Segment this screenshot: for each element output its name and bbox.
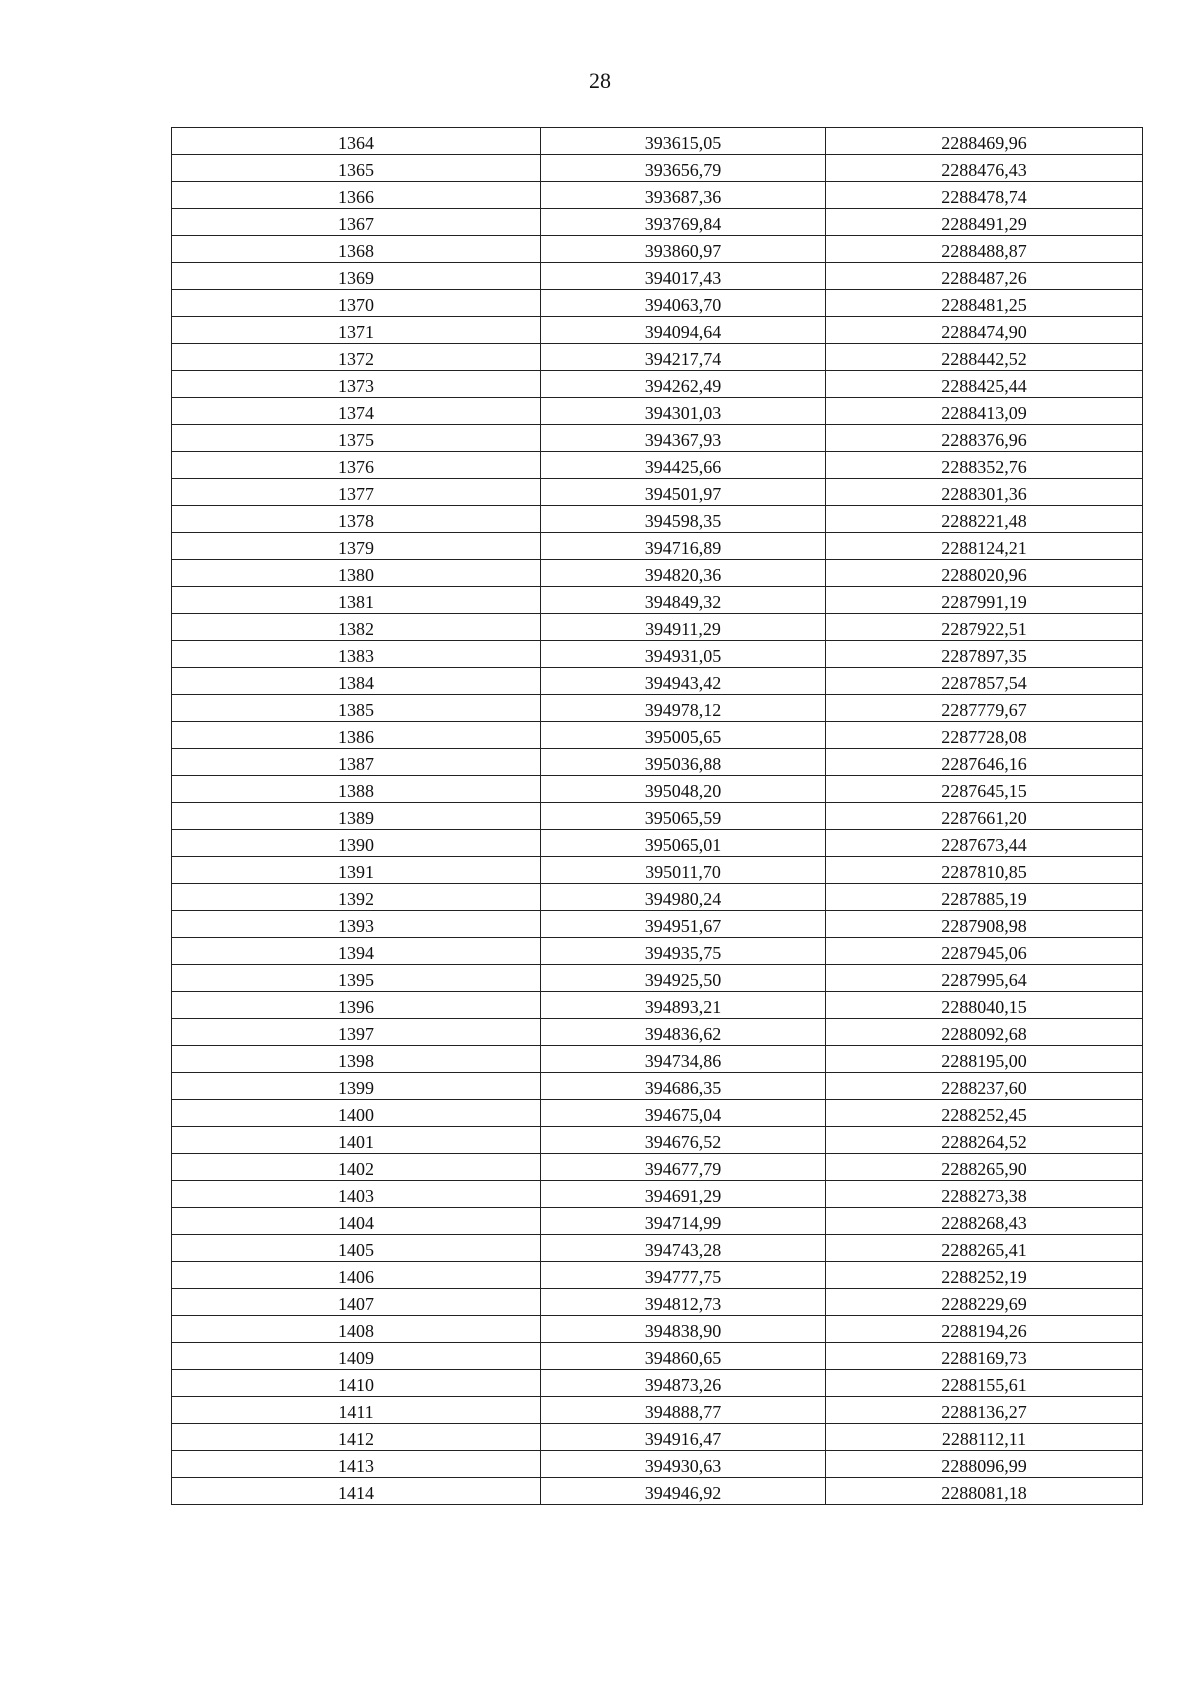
y-coordinate-cell: 2288273,38 bbox=[826, 1181, 1143, 1208]
x-coordinate-cell: 394425,66 bbox=[541, 452, 826, 479]
table-row bbox=[172, 1343, 1143, 1370]
y-coordinate-cell: 2288081,18 bbox=[826, 1478, 1143, 1505]
table-row bbox=[172, 803, 1143, 830]
table-row bbox=[172, 128, 1143, 155]
table-row bbox=[172, 1316, 1143, 1343]
table-row bbox=[172, 992, 1143, 1019]
x-coordinate-cell: 394916,47 bbox=[541, 1424, 826, 1451]
point-number-cell: 1384 bbox=[172, 668, 541, 695]
point-number-cell: 1411 bbox=[172, 1397, 541, 1424]
x-coordinate-cell: 394836,62 bbox=[541, 1019, 826, 1046]
x-coordinate-cell: 394935,75 bbox=[541, 938, 826, 965]
point-number-cell: 1370 bbox=[172, 290, 541, 317]
y-coordinate-cell: 2288265,41 bbox=[826, 1235, 1143, 1262]
y-coordinate-cell: 2287945,06 bbox=[826, 938, 1143, 965]
point-number-cell: 1368 bbox=[172, 236, 541, 263]
table-row bbox=[172, 560, 1143, 587]
y-coordinate-cell: 2288413,09 bbox=[826, 398, 1143, 425]
y-coordinate-cell: 2287661,20 bbox=[826, 803, 1143, 830]
x-coordinate-cell: 394893,21 bbox=[541, 992, 826, 1019]
x-coordinate-cell: 394978,12 bbox=[541, 695, 826, 722]
y-coordinate-cell: 2288040,15 bbox=[826, 992, 1143, 1019]
point-number-cell: 1383 bbox=[172, 641, 541, 668]
table-row bbox=[172, 776, 1143, 803]
page-number: 28 bbox=[589, 68, 611, 93]
table-row bbox=[172, 1019, 1143, 1046]
y-coordinate-cell: 2288487,26 bbox=[826, 263, 1143, 290]
table-row bbox=[172, 1154, 1143, 1181]
x-coordinate-cell: 394873,26 bbox=[541, 1370, 826, 1397]
y-coordinate-cell: 2288265,90 bbox=[826, 1154, 1143, 1181]
point-number-cell: 1382 bbox=[172, 614, 541, 641]
x-coordinate-cell: 395011,70 bbox=[541, 857, 826, 884]
x-coordinate-cell: 394860,65 bbox=[541, 1343, 826, 1370]
table-row bbox=[172, 749, 1143, 776]
point-number-cell: 1398 bbox=[172, 1046, 541, 1073]
y-coordinate-cell: 2288092,68 bbox=[826, 1019, 1143, 1046]
x-coordinate-cell: 394743,28 bbox=[541, 1235, 826, 1262]
table-row bbox=[172, 425, 1143, 452]
point-number-cell: 1409 bbox=[172, 1343, 541, 1370]
point-number-cell: 1379 bbox=[172, 533, 541, 560]
point-number-cell: 1377 bbox=[172, 479, 541, 506]
x-coordinate-cell: 395036,88 bbox=[541, 749, 826, 776]
y-coordinate-cell: 2287991,19 bbox=[826, 587, 1143, 614]
y-coordinate-cell: 2288469,96 bbox=[826, 128, 1143, 155]
x-coordinate-cell: 394777,75 bbox=[541, 1262, 826, 1289]
y-coordinate-cell: 2288488,87 bbox=[826, 236, 1143, 263]
y-coordinate-cell: 2287857,54 bbox=[826, 668, 1143, 695]
x-coordinate-cell: 394951,67 bbox=[541, 911, 826, 938]
table-row bbox=[172, 695, 1143, 722]
x-coordinate-cell: 394501,97 bbox=[541, 479, 826, 506]
x-coordinate-cell: 394063,70 bbox=[541, 290, 826, 317]
x-coordinate-cell: 393769,84 bbox=[541, 209, 826, 236]
x-coordinate-cell: 394946,92 bbox=[541, 1478, 826, 1505]
table-row bbox=[172, 1100, 1143, 1127]
point-number-cell: 1373 bbox=[172, 371, 541, 398]
y-coordinate-cell: 2288221,48 bbox=[826, 506, 1143, 533]
y-coordinate-cell: 2288478,74 bbox=[826, 182, 1143, 209]
point-number-cell: 1387 bbox=[172, 749, 541, 776]
table-row bbox=[172, 263, 1143, 290]
table-body bbox=[172, 128, 1143, 1505]
x-coordinate-cell: 394017,43 bbox=[541, 263, 826, 290]
y-coordinate-cell: 2287897,35 bbox=[826, 641, 1143, 668]
y-coordinate-cell: 2288252,45 bbox=[826, 1100, 1143, 1127]
y-coordinate-cell: 2288476,43 bbox=[826, 155, 1143, 182]
y-coordinate-cell: 2288112,11 bbox=[826, 1424, 1143, 1451]
x-coordinate-cell: 394714,99 bbox=[541, 1208, 826, 1235]
point-number-cell: 1372 bbox=[172, 344, 541, 371]
y-coordinate-cell: 2288481,25 bbox=[826, 290, 1143, 317]
table-row bbox=[172, 452, 1143, 479]
point-number-cell: 1410 bbox=[172, 1370, 541, 1397]
table-row bbox=[172, 209, 1143, 236]
table-row bbox=[172, 1127, 1143, 1154]
point-number-cell: 1389 bbox=[172, 803, 541, 830]
y-coordinate-cell: 2288491,29 bbox=[826, 209, 1143, 236]
x-coordinate-cell: 394675,04 bbox=[541, 1100, 826, 1127]
table-row bbox=[172, 479, 1143, 506]
point-number-cell: 1371 bbox=[172, 317, 541, 344]
y-coordinate-cell: 2288124,21 bbox=[826, 533, 1143, 560]
y-coordinate-cell: 2288229,69 bbox=[826, 1289, 1143, 1316]
point-number-cell: 1402 bbox=[172, 1154, 541, 1181]
x-coordinate-cell: 394217,74 bbox=[541, 344, 826, 371]
table-row bbox=[172, 641, 1143, 668]
point-number-cell: 1403 bbox=[172, 1181, 541, 1208]
y-coordinate-cell: 2287779,67 bbox=[826, 695, 1143, 722]
point-number-cell: 1388 bbox=[172, 776, 541, 803]
x-coordinate-cell: 393656,79 bbox=[541, 155, 826, 182]
y-coordinate-cell: 2288301,36 bbox=[826, 479, 1143, 506]
x-coordinate-cell: 394676,52 bbox=[541, 1127, 826, 1154]
y-coordinate-cell: 2287646,16 bbox=[826, 749, 1143, 776]
table-row bbox=[172, 911, 1143, 938]
y-coordinate-cell: 2288136,27 bbox=[826, 1397, 1143, 1424]
x-coordinate-cell: 394838,90 bbox=[541, 1316, 826, 1343]
point-number-cell: 1393 bbox=[172, 911, 541, 938]
table-row bbox=[172, 1370, 1143, 1397]
point-number-cell: 1404 bbox=[172, 1208, 541, 1235]
table-row bbox=[172, 1208, 1143, 1235]
point-number-cell: 1365 bbox=[172, 155, 541, 182]
y-coordinate-cell: 2287995,64 bbox=[826, 965, 1143, 992]
point-number-cell: 1406 bbox=[172, 1262, 541, 1289]
point-number-cell: 1376 bbox=[172, 452, 541, 479]
x-coordinate-cell: 394931,05 bbox=[541, 641, 826, 668]
point-number-cell: 1414 bbox=[172, 1478, 541, 1505]
x-coordinate-cell: 394734,86 bbox=[541, 1046, 826, 1073]
y-coordinate-cell: 2287885,19 bbox=[826, 884, 1143, 911]
table-row bbox=[172, 938, 1143, 965]
x-coordinate-cell: 394716,89 bbox=[541, 533, 826, 560]
x-coordinate-cell: 394094,64 bbox=[541, 317, 826, 344]
point-number-cell: 1381 bbox=[172, 587, 541, 614]
table-row bbox=[172, 1262, 1143, 1289]
x-coordinate-cell: 394367,93 bbox=[541, 425, 826, 452]
table-row bbox=[172, 1073, 1143, 1100]
table-row bbox=[172, 884, 1143, 911]
x-coordinate-cell: 394691,29 bbox=[541, 1181, 826, 1208]
x-coordinate-cell: 394598,35 bbox=[541, 506, 826, 533]
x-coordinate-cell: 395048,20 bbox=[541, 776, 826, 803]
x-coordinate-cell: 395065,01 bbox=[541, 830, 826, 857]
point-number-cell: 1390 bbox=[172, 830, 541, 857]
table-row bbox=[172, 371, 1143, 398]
y-coordinate-cell: 2288376,96 bbox=[826, 425, 1143, 452]
x-coordinate-cell: 394301,03 bbox=[541, 398, 826, 425]
x-coordinate-cell: 394812,73 bbox=[541, 1289, 826, 1316]
table-row bbox=[172, 317, 1143, 344]
x-coordinate-cell: 394943,42 bbox=[541, 668, 826, 695]
y-coordinate-cell: 2288442,52 bbox=[826, 344, 1143, 371]
x-coordinate-cell: 393687,36 bbox=[541, 182, 826, 209]
point-number-cell: 1400 bbox=[172, 1100, 541, 1127]
y-coordinate-cell: 2288268,43 bbox=[826, 1208, 1143, 1235]
table-row bbox=[172, 398, 1143, 425]
point-number-cell: 1413 bbox=[172, 1451, 541, 1478]
y-coordinate-cell: 2287645,15 bbox=[826, 776, 1143, 803]
table-row bbox=[172, 668, 1143, 695]
y-coordinate-cell: 2288474,90 bbox=[826, 317, 1143, 344]
x-coordinate-cell: 394980,24 bbox=[541, 884, 826, 911]
point-number-cell: 1385 bbox=[172, 695, 541, 722]
y-coordinate-cell: 2288096,99 bbox=[826, 1451, 1143, 1478]
point-number-cell: 1378 bbox=[172, 506, 541, 533]
point-number-cell: 1391 bbox=[172, 857, 541, 884]
y-coordinate-cell: 2288194,26 bbox=[826, 1316, 1143, 1343]
table-row bbox=[172, 1424, 1143, 1451]
x-coordinate-cell: 394849,32 bbox=[541, 587, 826, 614]
table-row bbox=[172, 533, 1143, 560]
point-number-cell: 1399 bbox=[172, 1073, 541, 1100]
x-coordinate-cell: 394888,77 bbox=[541, 1397, 826, 1424]
y-coordinate-cell: 2288020,96 bbox=[826, 560, 1143, 587]
table-row bbox=[172, 1181, 1143, 1208]
y-coordinate-cell: 2288155,61 bbox=[826, 1370, 1143, 1397]
table-row bbox=[172, 344, 1143, 371]
point-number-cell: 1369 bbox=[172, 263, 541, 290]
x-coordinate-cell: 394911,29 bbox=[541, 614, 826, 641]
table-row bbox=[172, 587, 1143, 614]
y-coordinate-cell: 2288352,76 bbox=[826, 452, 1143, 479]
y-coordinate-cell: 2287673,44 bbox=[826, 830, 1143, 857]
point-number-cell: 1408 bbox=[172, 1316, 541, 1343]
x-coordinate-cell: 395005,65 bbox=[541, 722, 826, 749]
point-number-cell: 1407 bbox=[172, 1289, 541, 1316]
y-coordinate-cell: 2287922,51 bbox=[826, 614, 1143, 641]
point-number-cell: 1401 bbox=[172, 1127, 541, 1154]
x-coordinate-cell: 394820,36 bbox=[541, 560, 826, 587]
point-number-cell: 1364 bbox=[172, 128, 541, 155]
point-number-cell: 1412 bbox=[172, 1424, 541, 1451]
table-row bbox=[172, 290, 1143, 317]
x-coordinate-cell: 394686,35 bbox=[541, 1073, 826, 1100]
y-coordinate-cell: 2288264,52 bbox=[826, 1127, 1143, 1154]
table-row bbox=[172, 830, 1143, 857]
y-coordinate-cell: 2287810,85 bbox=[826, 857, 1143, 884]
coordinates-table bbox=[171, 127, 1143, 1505]
x-coordinate-cell: 394925,50 bbox=[541, 965, 826, 992]
table-row bbox=[172, 1046, 1143, 1073]
table-row bbox=[172, 1235, 1143, 1262]
y-coordinate-cell: 2288169,73 bbox=[826, 1343, 1143, 1370]
point-number-cell: 1397 bbox=[172, 1019, 541, 1046]
table-row bbox=[172, 857, 1143, 884]
x-coordinate-cell: 393860,97 bbox=[541, 236, 826, 263]
point-number-cell: 1366 bbox=[172, 182, 541, 209]
table-row bbox=[172, 506, 1143, 533]
point-number-cell: 1386 bbox=[172, 722, 541, 749]
point-number-cell: 1394 bbox=[172, 938, 541, 965]
point-number-cell: 1405 bbox=[172, 1235, 541, 1262]
x-coordinate-cell: 394262,49 bbox=[541, 371, 826, 398]
table-row bbox=[172, 1397, 1143, 1424]
table-row bbox=[172, 182, 1143, 209]
table-row bbox=[172, 965, 1143, 992]
x-coordinate-cell: 393615,05 bbox=[541, 128, 826, 155]
table-row bbox=[172, 236, 1143, 263]
x-coordinate-cell: 394930,63 bbox=[541, 1451, 826, 1478]
x-coordinate-cell: 395065,59 bbox=[541, 803, 826, 830]
point-number-cell: 1395 bbox=[172, 965, 541, 992]
table-row bbox=[172, 1451, 1143, 1478]
table-row bbox=[172, 1289, 1143, 1316]
table-row bbox=[172, 1478, 1143, 1505]
point-number-cell: 1392 bbox=[172, 884, 541, 911]
y-coordinate-cell: 2288252,19 bbox=[826, 1262, 1143, 1289]
point-number-cell: 1367 bbox=[172, 209, 541, 236]
table-row bbox=[172, 155, 1143, 182]
y-coordinate-cell: 2287728,08 bbox=[826, 722, 1143, 749]
table-row bbox=[172, 614, 1143, 641]
y-coordinate-cell: 2288237,60 bbox=[826, 1073, 1143, 1100]
y-coordinate-cell: 2288195,00 bbox=[826, 1046, 1143, 1073]
point-number-cell: 1396 bbox=[172, 992, 541, 1019]
table-row bbox=[172, 722, 1143, 749]
x-coordinate-cell: 394677,79 bbox=[541, 1154, 826, 1181]
point-number-cell: 1375 bbox=[172, 425, 541, 452]
y-coordinate-cell: 2287908,98 bbox=[826, 911, 1143, 938]
y-coordinate-cell: 2288425,44 bbox=[826, 371, 1143, 398]
point-number-cell: 1374 bbox=[172, 398, 541, 425]
point-number-cell: 1380 bbox=[172, 560, 541, 587]
